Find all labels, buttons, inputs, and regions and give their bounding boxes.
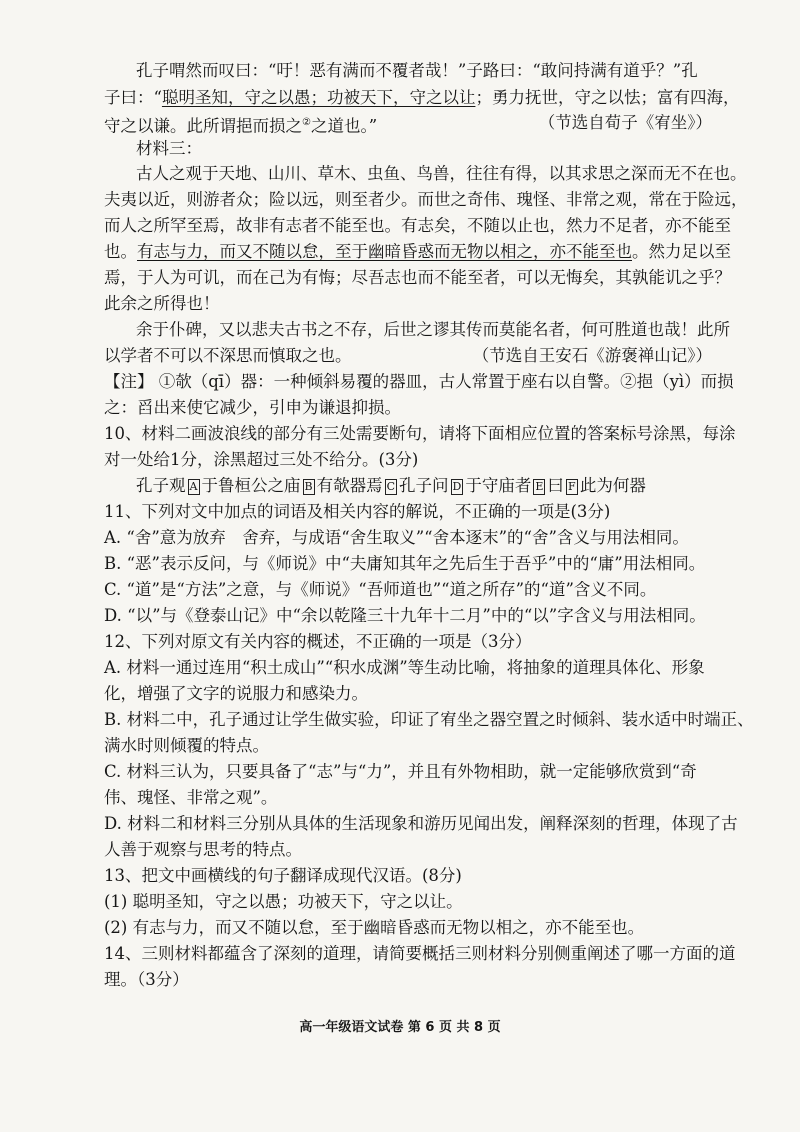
passage-line: 焉，于人为可讥，而在己为有悔；尽吾志也而不能至者，可以无悔矣，其孰能讥之乎？ [104,268,731,287]
question-stem: 13、把文中画横线的句子翻译成现代汉语。(8分) [104,866,462,885]
break-option-e[interactable]: E [535,480,544,493]
choice-d[interactable]: D. “以”与《登泰山记》中“余以乾隆三十九年十二月”中的“以”字含义与用法相同。 [104,606,706,625]
passage-line [104,241,731,263]
translation-item-1: (1) 聪明圣知，守之以愚；功被天下，守之以让。 [104,892,463,911]
choice-d[interactable]: D. 材料二和材料三分别从具体的生活现象和游历见闻出发，阐释深刻的哲理，体现了古 [104,814,738,833]
break-option-f[interactable]: F [566,479,578,495]
choice-c[interactable]: C. 材料三认为，只要具备了“志”与“力”，并且有外物相助，就一定能够欣赏到“奇 [104,762,697,781]
text: 孔子观 [136,476,186,495]
annotation-note: 【注】 ①欹（qī）器：一种倾斜易覆的器皿，古人常置于座右以自警。②挹（yì）而损 [104,372,734,391]
footnote-marker: ② [302,117,311,128]
page-footer: 高一年级语文试卷 第 6 页 共 8 页 [299,1020,501,1035]
choice-a[interactable]: A. 材料一通过连用“积土成山”“积水成渊”等生动比喻，将抽象的道理具体化、形象 [104,658,705,677]
text: 有欹器焉 [316,476,383,495]
passage-line: 古人之观于天地、山川、草木、虫鱼、鸟兽，往往有得，以其求思之深而无不在也。 [136,164,747,183]
underlined-sentence-1: 聪明圣知，守之以愚；功被天下，守之以让 [161,88,476,107]
choice-d-cont: 人善于观察与思考的特点。 [104,840,302,859]
source-citation: （节选自王安石《游褒禅山记》） [472,346,712,365]
choice-b-cont: 满水时则倾覆的特点。 [104,736,269,755]
choice-b[interactable]: B. “恶”表示反问，与《师说》中“夫庸知其年之先后生于吾乎”中的“庸”用法相同。 [104,554,706,573]
text: 于守庙者 [465,476,532,495]
text: 也。 [104,242,137,261]
question-stem: 对一处给1分，涂黑超过三处不给分。(3分) [104,450,419,469]
choice-a[interactable]: A. “舍”意为放弃 舍弃，与成语“舍生取义”“舍本逐末”的“舍”含义与用法相同。 [104,528,689,547]
text: 之道也。” [310,116,378,136]
question-stem: 14、三则材料都蕴含了深刻的道理，请简要概括三则材料分别侧重阐述了哪一方面的道 [104,944,736,963]
passage-line: 以学者不可以不深思而慎取之也。 [104,346,352,365]
text: 曰 [547,476,564,495]
passage-line [104,87,740,109]
passage-line: 孔子喟然而叹曰：“吁！恶有满而不覆者哉！”子路曰：“敢问持满有道乎？”孔 [136,61,698,80]
passage-line: 而人之所罕至焉，故非有志者不能至也。有志矣，不随以止也，然力不足者，亦不能至 [104,216,731,235]
source-citation: （节选自荀子《宥坐》） [538,113,712,132]
question-stem: 12、下列对原文有关内容的概述，不正确的一项是（3分） [104,632,532,651]
text: ；勇力抚世，守之以怯；富有四海， [475,88,740,107]
passage-line: 余于仆碑，又以悲夫古书之不存，后世之谬其传而莫能名者，何可胜道也哉！此所 [136,320,730,339]
choice-c-cont: 伟、瑰怪、非常之观”。 [104,788,278,807]
question-stem: 10、材料二画波浪线的部分有三处需要断句，请将下面相应位置的答案标号涂黑，每涂 [104,424,736,443]
sentence-break-line [136,475,756,497]
text: 。然力足以至 [632,242,731,261]
passage-line: 此余之所得也！ [104,294,220,313]
section-heading: 材料三： [136,139,202,158]
break-option-b[interactable]: B [304,480,313,493]
question-stem: 11、下列对文中加点的词语及相关内容的解说，不正确的一项是(3分) [104,502,611,521]
choice-a-cont: 化，增强了文字的说服力和感染力。 [104,684,368,703]
text: 此为何器 [579,476,646,495]
translation-item-2: (2) 有志与力，而又不随以怠，至于幽暗昏惑而无物以相之，亦不能至也。 [104,918,645,937]
text: 于鲁桓公之庙 [201,476,301,495]
text: 子曰：“ [104,88,162,107]
break-option-a[interactable]: A [188,479,200,495]
passage-line: 夫夷以近，则游者众；险以远，则至者少。而世之奇伟、瑰怪、非常之观，常在于险远， [104,190,748,209]
break-option-d[interactable]: D [452,480,462,493]
break-option-c[interactable]: C [386,480,396,493]
choice-c[interactable]: C. “道”是“方法”之意，与《师说》“吾师道也”“道之所存”的“道”含义不同。 [104,580,657,599]
annotation-note: 之：舀出来使它减少，引申为谦退抑损。 [104,398,401,417]
underlined-sentence-2: 有志与力，而又不随以怠，至于幽暗昏惑而无物以相之，亦不能至也 [137,242,632,261]
choice-b[interactable]: B. 材料二中，孔子通过让学生做实验，印证了宥坐之器空置之时倾斜、装水适中时端正、 [104,710,754,729]
question-stem-cont: 理。（3分） [104,970,189,989]
text: 孔子问 [399,476,449,495]
text: 守之以谦。此所谓挹而损之 [104,116,302,136]
